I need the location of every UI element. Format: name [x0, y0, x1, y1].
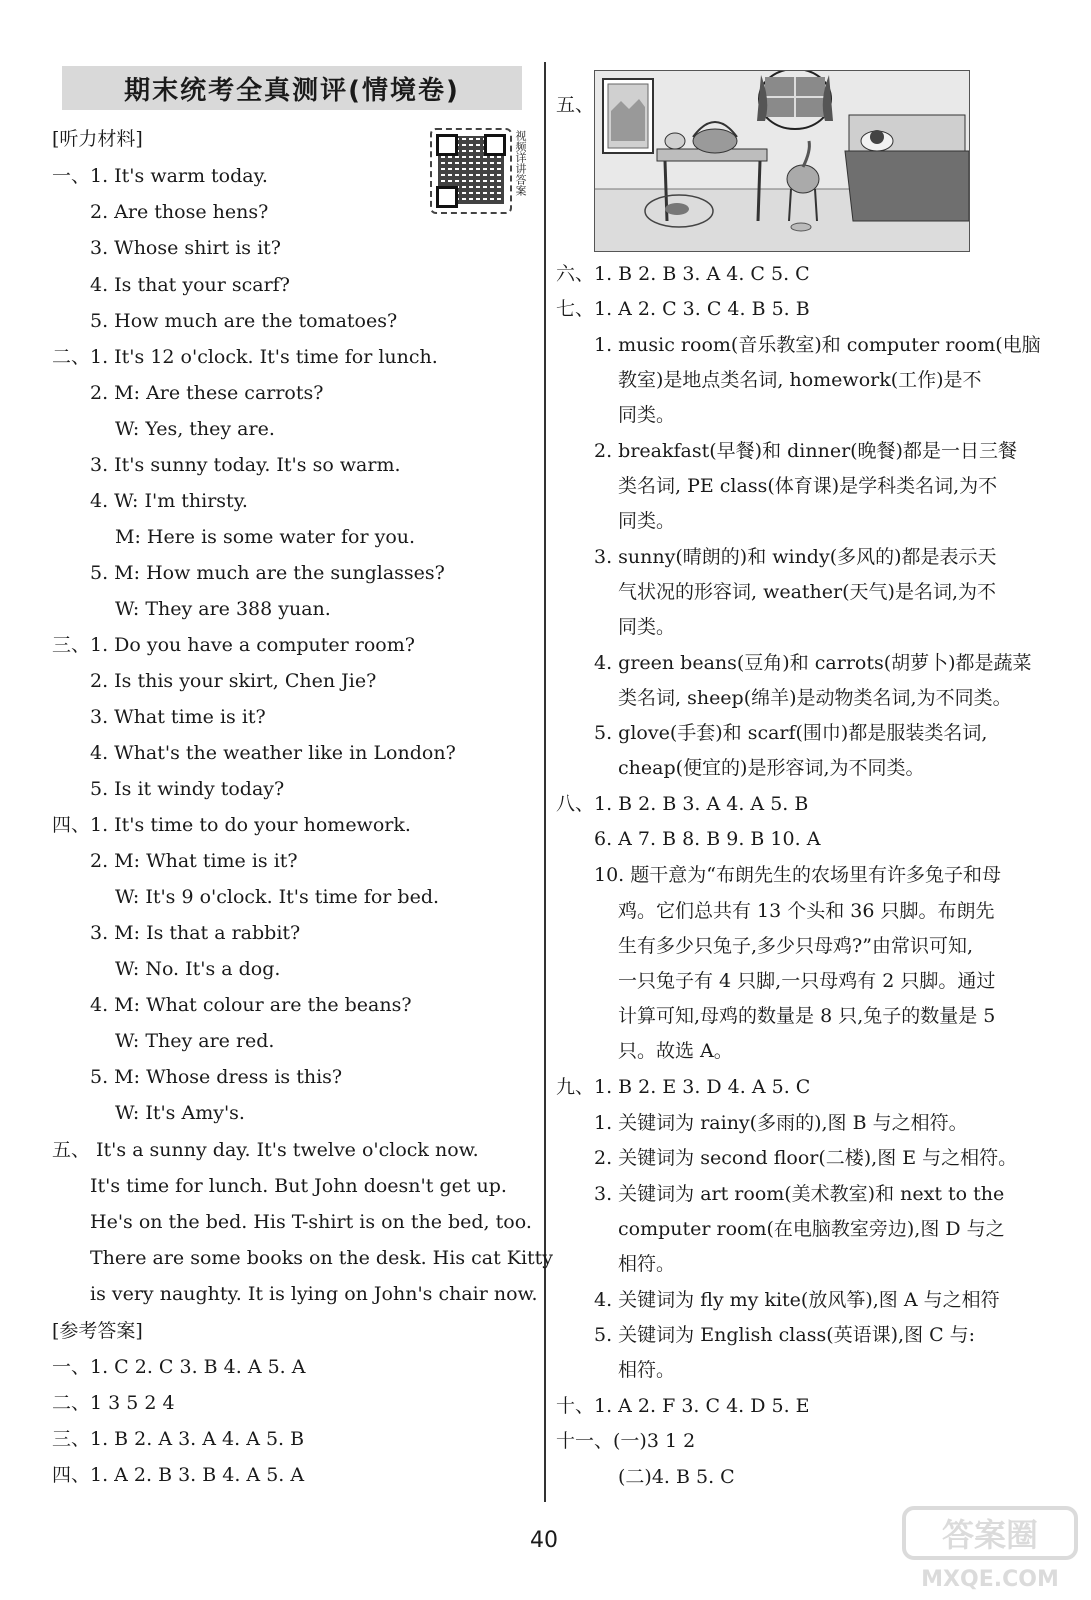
right-text-line: 十一、(一)3 1 2 — [556, 1430, 696, 1452]
bedroom-scene-illustration — [594, 70, 970, 252]
right-text-line: 同类。 — [618, 510, 676, 532]
right-text-line: 气状况的形容词, weather(天气)是名词,为不 — [618, 581, 996, 603]
left-text-line: 5. M: How much are the sunglasses? — [90, 562, 445, 584]
left-text-line: W: It's Amy's. — [115, 1102, 245, 1124]
left-text-line: W: It's 9 o'clock. It's time for bed. — [115, 886, 440, 908]
left-text-line: [听力材料] — [52, 128, 143, 150]
column-divider — [544, 62, 546, 1502]
right-text-line: 九、1. B 2. E 3. D 4. A 5. C — [556, 1076, 811, 1098]
right-text-line: 1. 关键词为 rainy(多雨的),图 B 与之相符。 — [594, 1112, 968, 1134]
left-text-line: [参考答案] — [52, 1320, 143, 1342]
left-text-line: 二、1 3 5 2 4 — [52, 1392, 175, 1414]
left-text-line: 五、 It's a sunny day. It's twelve o'clock now. — [52, 1139, 479, 1161]
right-text-line: 生有多少只兔子,多少只母鸡?”由常识可知, — [618, 935, 973, 957]
right-text-line: 八、1. B 2. B 3. A 4. A 5. B — [556, 793, 809, 815]
qr-code-icon[interactable] — [430, 128, 512, 214]
right-text-line: 鸡。它们总共有 13 个头和 36 只脚。布朗先 — [618, 900, 995, 922]
right-text-line: 2. breakfast(早餐)和 dinner(晚餐)都是一日三餐 — [594, 440, 1017, 462]
left-text-line: It's time for lunch. But John doesn't get up. — [90, 1175, 507, 1197]
right-text-line: 2. 关键词为 second floor(二楼),图 E 与之相符。 — [594, 1147, 1018, 1169]
right-text-line: 类名词, PE class(体育课)是学科类名词,为不 — [618, 475, 998, 497]
right-text-line: 类名词, sheep(绵羊)是动物类名词,为不同类。 — [618, 687, 1012, 709]
right-text-line: 五、 — [556, 94, 595, 116]
right-text-line: 4. 关键词为 fly my kite(放风筝),图 A 与之相符 — [594, 1289, 1000, 1311]
bedroom-scene-svg — [595, 71, 969, 251]
left-text-line: 四、1. It's time to do your homework. — [52, 814, 411, 836]
left-text-line: W: Yes, they are. — [115, 418, 275, 440]
left-text-line: 一、1. It's warm today. — [52, 165, 268, 187]
left-text-line: 4. W: I'm thirsty. — [90, 490, 248, 512]
left-text-line: 3. What time is it? — [90, 706, 266, 728]
right-text-line: 七、1. A 2. C 3. C 4. B 5. B — [556, 298, 810, 320]
left-text-line: 4. Is that your scarf? — [90, 274, 290, 296]
watermark-text: 答案圈 — [941, 1516, 1039, 1554]
left-text-line: 一、1. C 2. C 3. B 4. A 5. A — [52, 1356, 306, 1378]
left-text-line: 2. Is this your skirt, Chen Jie? — [90, 670, 377, 692]
left-text-line: M: Here is some water for you. — [115, 526, 416, 548]
left-text-line: 2. M: Are these carrots? — [90, 382, 324, 404]
right-text-line: 十、1. A 2. F 3. C 4. D 5. E — [556, 1395, 810, 1417]
left-text-line: 5. M: Whose dress is this? — [90, 1066, 343, 1088]
watermark-logo — [900, 1500, 1080, 1595]
right-text-line: 5. glove(手套)和 scarf(围巾)都是服装类名词, — [594, 722, 988, 744]
exam-title: 期末统考全真测评(情境卷) — [124, 75, 460, 106]
right-text-line: computer room(在电脑教室旁边),图 D 与之 — [618, 1218, 1005, 1240]
left-text-line: He's on the bed. His T-shirt is on the bed, too. — [90, 1211, 532, 1233]
right-text-line: 3. 关键词为 art room(美术教室)和 next to the — [594, 1183, 1005, 1205]
right-text-line: 只。故选 A。 — [618, 1040, 733, 1062]
right-text-line: 同类。 — [618, 616, 676, 638]
right-text-line: 计算可知,母鸡的数量是 8 只,兔子的数量是 5 — [618, 1005, 996, 1027]
left-text-line: 三、1. B 2. A 3. A 4. A 5. B — [52, 1428, 305, 1450]
left-text-line: 二、1. It's 12 o'clock. It's time for lunch. — [52, 346, 438, 368]
right-text-line: 相符。 — [618, 1359, 676, 1381]
left-text-line: W: They are 388 yuan. — [115, 598, 331, 620]
right-text-line: 10. 题干意为“布朗先生的农场里有许多兔子和母 — [594, 864, 1001, 886]
left-text-line: is very naughty. It is lying on John's chair now. — [90, 1283, 538, 1305]
exam-title-banner — [62, 66, 522, 110]
left-text-line: 2. Are those hens? — [90, 201, 269, 223]
left-text-line: 三、1. Do you have a computer room? — [52, 634, 415, 656]
left-text-line: There are some books on the desk. His cat Kitty — [90, 1247, 554, 1269]
left-text-line: 5. Is it windy today? — [90, 778, 285, 800]
right-text-line: 一只兔子有 4 只脚,一只母鸡有 2 只脚。通过 — [618, 970, 996, 992]
left-text-line: 3. It's sunny today. It's so warm. — [90, 454, 401, 476]
left-text-line: 3. M: Is that a rabbit? — [90, 922, 301, 944]
right-text-line: 教室)是地点类名词, homework(工作)是不 — [618, 369, 982, 391]
left-text-line: W: No. It's a dog. — [115, 958, 281, 980]
right-text-line: 6. A 7. B 8. B 9. B 10. A — [594, 828, 821, 850]
right-text-line: 1. music room(音乐教室)和 computer room(电脑 — [594, 334, 1041, 356]
left-text-line: 2. M: What time is it? — [90, 850, 298, 872]
right-text-line: 4. green beans(豆角)和 carrots(胡萝卜)都是蔬菜 — [594, 652, 1032, 674]
right-text-line: 5. 关键词为 English class(英语课),图 C 与: — [594, 1324, 976, 1346]
right-text-line: (二)4. B 5. C — [618, 1466, 735, 1488]
right-text-line: 相符。 — [618, 1253, 676, 1275]
left-text-line: 3. Whose shirt is it? — [90, 237, 281, 259]
right-text-line: 3. sunny(晴朗的)和 windy(多风的)都是表示天 — [594, 546, 997, 568]
page-number: 40 — [530, 1528, 558, 1553]
watermark-url: MXQE.COM — [921, 1567, 1059, 1592]
right-text-line: 同类。 — [618, 404, 676, 426]
left-text-line: 4. M: What colour are the beans? — [90, 994, 412, 1016]
right-text-line: 六、1. B 2. B 3. A 4. C 5. C — [556, 263, 810, 285]
left-text-line: W: They are red. — [115, 1030, 275, 1052]
qr-caption: 视频详讲答案 — [514, 130, 527, 196]
right-text-line: cheap(便宜的)是形容词,为不同类。 — [618, 757, 925, 779]
left-text-line: 5. How much are the tomatoes? — [90, 310, 398, 332]
left-text-line: 四、1. A 2. B 3. B 4. A 5. A — [52, 1464, 305, 1486]
left-text-line: 4. What's the weather like in London? — [90, 742, 456, 764]
